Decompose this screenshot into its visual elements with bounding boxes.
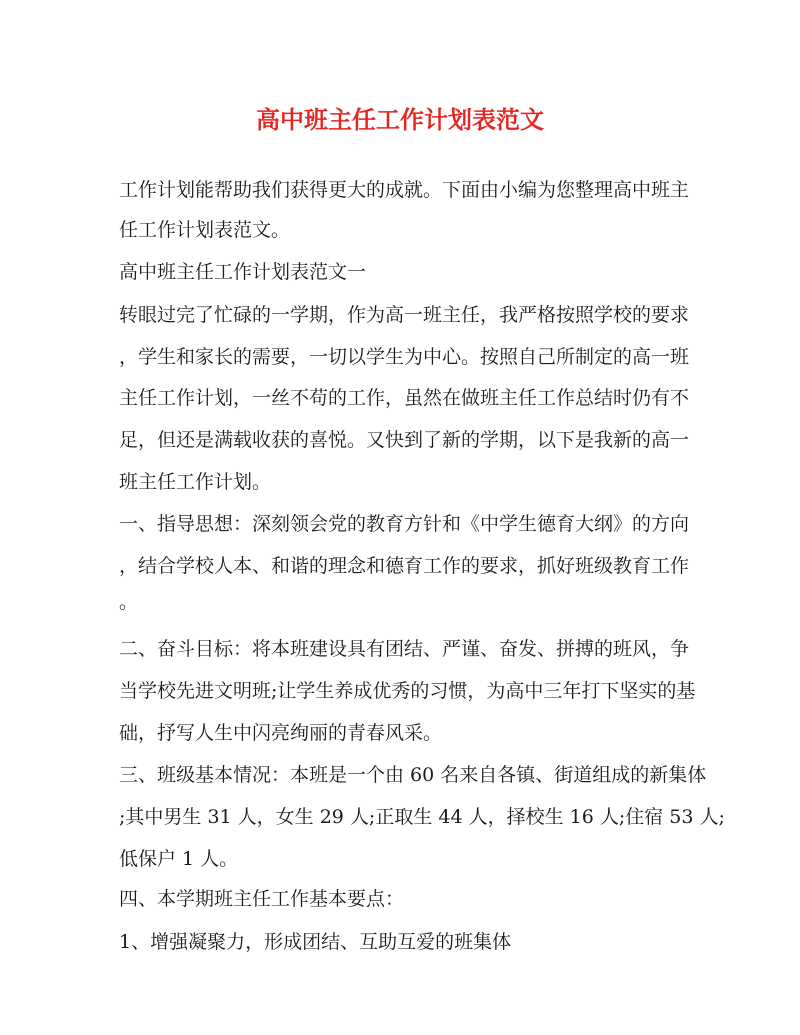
body-line: 主任工作计划，一丝不苟的工作，虽然在做班主任工作总结时仍有不 [119,387,690,409]
body-line: 低保户 1 人。 [119,848,239,870]
body-line: 当学校先进文明班;让学生养成优秀的习惯，为高中三年打下坚实的基 [119,680,696,702]
body-line: 足，但还是满载收获的喜悦。又快到了新的学期，以下是我新的高一 [119,429,690,451]
body-line: 工作计划能帮助我们获得更大的成就。下面由小编为您整理高中班主 [119,179,690,201]
body-line: ，结合学校人本、和谐的理念和德育工作的要求，抓好班级教育工作 [119,555,690,577]
body-line: 四、本学期班主任工作基本要点： [119,888,405,910]
body-line: 任工作计划表范文。 [119,219,291,241]
body-line: 高中班主任工作计划表范文一 [119,261,367,283]
body-line: 。 [119,591,139,613]
body-line: ，学生和家长的需要，一切以学生为中心。按照自己所制定的高一班 [119,346,690,368]
body-line: ;其中男生 31 人，女生 29 人;正取生 44 人，择校生 16 人;住宿 53 人; [119,806,725,828]
body-line: 转眼过完了忙碌的一学期，作为高一班主任，我严格按照学校的要求 [119,304,690,326]
body-line: 一、指导思想：深刻领会党的教育方针和《中学生德育大纲》的方向 [119,513,690,535]
body-line: 三、班级基本情况：本班是一个由 60 名来自各镇、街道组成的新集体 [119,764,707,786]
body-line: 1、增强凝聚力，形成团结、互助互爱的班集体 [119,931,512,953]
body-line: 础，抒写人生中闪亮绚丽的青春风采。 [119,722,443,744]
body-line: 二、奋斗目标：将本班建设具有团结、严谨、奋发、拼搏的班风，争 [119,638,690,660]
body-line: 班主任工作计划。 [119,471,272,493]
document-title: 高中班主任工作计划表范文 [256,105,544,134]
